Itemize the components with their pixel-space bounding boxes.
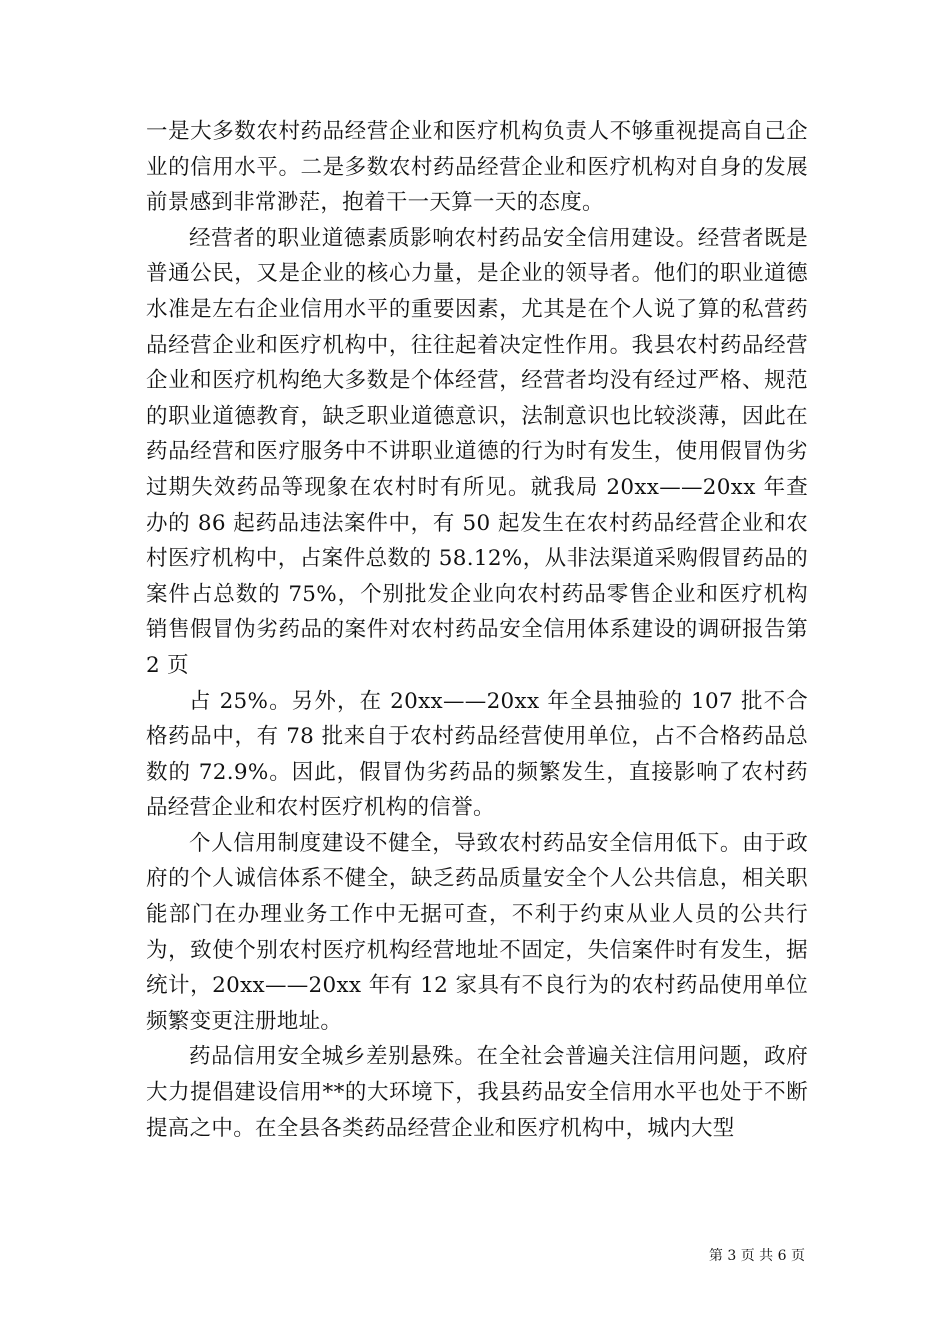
paragraph-1: 一是大多数农村药品经营企业和医疗机构负责人不够重视提高自己企业的信用水平。二是多数农村药品经营企业和医疗机构对自身的发展前景感到非常渺茫，抱着干一天算一天的态度。 <box>146 119 808 216</box>
paragraph-5: 药品信用安全城乡差别悬殊。在全社会普遍关注信用问题，政府大力提倡建设信用**的大环境下，我县药品安全信用水平也处于不断提高之中。在全县各类药品经营企业和医疗机构中，城内大型 <box>146 1044 808 1141</box>
page-number-footer: 第 3 页 共 6 页 <box>708 1248 805 1264</box>
document-body <box>146 114 808 1146</box>
paragraph-4: 个人信用制度建设不健全，导致农村药品安全信用低下。由于政府的个人诚信体系不健全，缺乏药品质量安全个人公共信息，相关职能部门在办理业务工作中无据可查，不利于约束从业人员的公共行为，致使个别农村医疗机构经营地址不固定，失信案件时有发生，据统计，20xx——20xx 年有 12 家具有不良行为的农村药品使用单位频繁变更注册地址。 <box>146 830 808 1034</box>
paragraph-2: 经营者的职业道德素质影响农村药品安全信用建设。经营者既是普通公民，又是企业的核心力量，是企业的领导者。他们的职业道德水准是左右企业信用水平的重要因素，尤其是在个人说了算的私营药品经营企业和医疗机构中，往往起着决定性作用。我县农村药品经营企业和医疗机构绝大多数是个体经营，经营者均没有经过严格、规范的职业道德教育，缺乏职业道德意识，法制意识也比较淡薄，因此在药品经营和医疗服务中不讲职业道德的行为时有发生，使用假冒伪劣过期失效药品等现象在农村时有所见。就我局 20xx——20xx 年查办的 86 起药品违法案件中，有 50 起发生在农村药品经营企业和农村医疗机构中，占案件总数的 58.12%，从非法渠道采购假冒药品的案件占总数的 75%，个别批发企业向农村药品零售企业和医疗机构销售假冒伪劣药品的案件对农村药品安全信用体系建设的调研报告第 2 页 <box>146 225 808 678</box>
paragraph-3: 占 25%。另外，在 20xx——20xx 年全县抽验的 107 批不合格药品中，有 78 批来自于农村药品经营使用单位，占不合格药品总数的 72.9%。因此，假冒伪劣药品的频繁发生，直接影响了农村药品经营企业和农村医疗机构的信誉。 <box>146 688 808 821</box>
